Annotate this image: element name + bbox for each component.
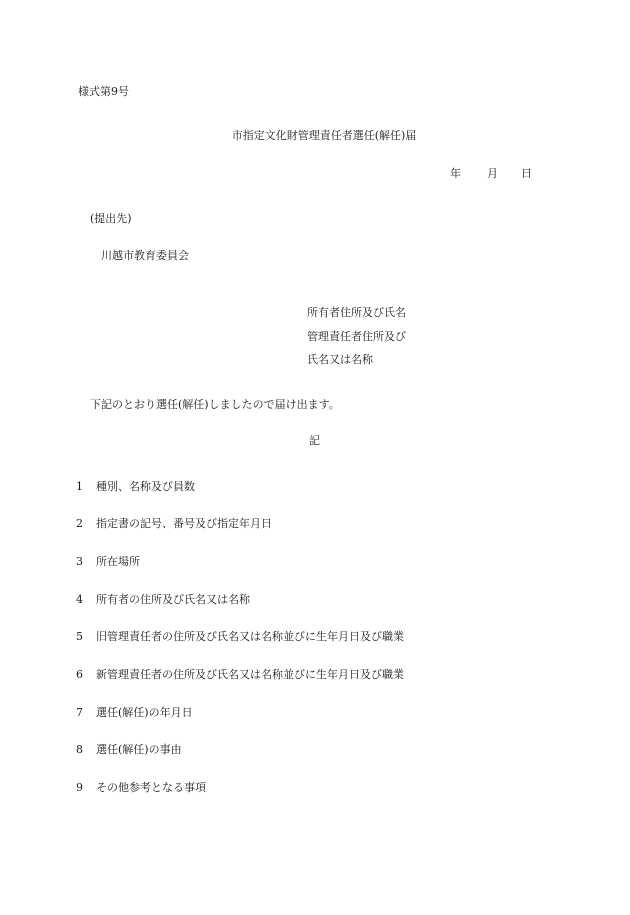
- date-month-label: 月: [487, 167, 498, 180]
- list-item-text: 選任(解任)の年月日: [96, 706, 193, 719]
- list-item-text: 選任(解任)の事由: [96, 743, 182, 756]
- list-item-text: その他参考となる事項: [96, 781, 206, 794]
- recipient-name: 川越市教育委員会: [101, 249, 189, 262]
- manager-name-label: 氏名又は名称: [307, 353, 373, 366]
- document-title-text: 市指定文化財管理責任者選任(解任)届: [231, 129, 417, 142]
- list-item: [76, 706, 193, 720]
- list-item: [76, 593, 250, 607]
- list-item-text: 新管理責任者の住所及び氏名又は名称並びに生年月日及び職業: [96, 668, 404, 681]
- document-title: [0, 129, 630, 143]
- list-item: [76, 743, 182, 757]
- date-year-label: 年: [450, 167, 461, 180]
- list-item-number: 9: [76, 781, 83, 794]
- intro-text: 下記のとおり選任(解任)しましたので届け出ます。: [90, 398, 340, 411]
- list-item-number: 5: [76, 630, 83, 643]
- ki-heading: 記: [309, 434, 320, 447]
- recipient-label: (提出先): [90, 212, 132, 225]
- list-item-text: 所有者の住所及び氏名又は名称: [96, 593, 250, 606]
- list-item: [76, 480, 195, 494]
- list-item-number: 8: [76, 743, 83, 756]
- list-item: [76, 517, 272, 531]
- date-day-label: 日: [521, 167, 532, 180]
- list-item-text: 種別、名称及び員数: [96, 480, 195, 493]
- list-item-number: 4: [76, 593, 83, 606]
- list-item: [76, 630, 404, 644]
- list-item-number: 3: [76, 555, 83, 568]
- list-item-number: 1: [76, 480, 83, 493]
- list-item-text: 旧管理責任者の住所及び氏名又は名称並びに生年月日及び職業: [96, 630, 404, 643]
- list-item: [76, 781, 206, 795]
- list-item-number: 2: [76, 517, 83, 530]
- list-item-number: 6: [76, 668, 83, 681]
- form-number: 様式第9号: [78, 85, 129, 98]
- manager-address-label: 管理責任者住所及び: [307, 330, 406, 343]
- list-item-number: 7: [76, 706, 83, 719]
- list-item: [76, 668, 404, 682]
- list-item-text: 所在場所: [96, 555, 140, 568]
- list-item-text: 指定書の記号、番号及び指定年月日: [96, 517, 272, 530]
- list-item: [76, 555, 140, 569]
- owner-address-name-label: 所有者住所及び氏名: [307, 306, 406, 319]
